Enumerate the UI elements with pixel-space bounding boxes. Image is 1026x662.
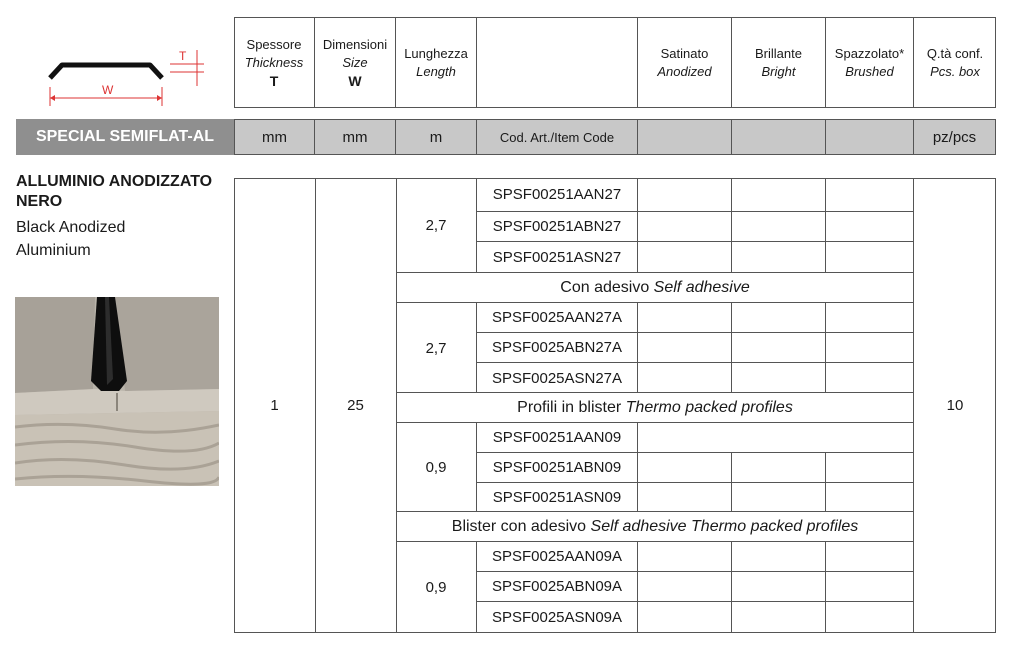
item-code: SPSF0025ASN27A bbox=[477, 363, 638, 393]
item-code: SPSF00251ASN09 bbox=[477, 483, 638, 512]
group-length: 0,9 bbox=[396, 423, 477, 512]
header-code-blank bbox=[477, 17, 638, 108]
value-qty: 10 bbox=[946, 397, 964, 414]
spazzolato-cell bbox=[826, 453, 914, 483]
brillante-cell bbox=[732, 483, 826, 512]
separator-row: Con adesivo Self adhesive bbox=[396, 273, 914, 303]
unit-spazzolato bbox=[826, 119, 914, 155]
finish-cell bbox=[638, 423, 914, 453]
brillante-cell bbox=[732, 453, 826, 483]
separator-row: Profili in blister Thermo packed profiles bbox=[396, 393, 914, 423]
product-photo bbox=[15, 297, 219, 486]
unit-size: mm bbox=[315, 119, 396, 155]
header-brillante: Brillante Bright bbox=[732, 17, 826, 108]
unit-length: m bbox=[396, 119, 477, 155]
header-spazzolato: Spazzolato* Brushed bbox=[826, 17, 914, 108]
item-code: SPSF0025AAN09A bbox=[477, 542, 638, 572]
group-length: 2,7 bbox=[396, 303, 477, 393]
spazzolato-cell bbox=[826, 333, 914, 363]
unit-thickness: mm bbox=[234, 119, 315, 155]
brillante-cell bbox=[732, 178, 826, 212]
item-code: SPSF0025ASN09A bbox=[477, 602, 638, 633]
item-code: SPSF00251ABN27 bbox=[477, 212, 638, 242]
spazzolato-cell bbox=[826, 303, 914, 333]
brillante-cell bbox=[732, 242, 826, 273]
spazzolato-cell bbox=[826, 542, 914, 572]
spazzolato-cell bbox=[826, 178, 914, 212]
item-code: SPSF00251AAN09 bbox=[477, 423, 638, 453]
satinato-cell bbox=[638, 572, 732, 602]
brillante-cell bbox=[732, 542, 826, 572]
brillante-cell bbox=[732, 303, 826, 333]
satinato-cell bbox=[638, 333, 732, 363]
brillante-cell bbox=[732, 572, 826, 602]
w-label: W bbox=[102, 83, 114, 97]
item-code: SPSF00251ABN09 bbox=[477, 453, 638, 483]
satinato-cell bbox=[638, 453, 732, 483]
header-satinato: Satinato Anodized bbox=[638, 17, 732, 108]
product-name-it: ALLUMINIO ANODIZZATO NERO bbox=[16, 173, 213, 210]
satinato-cell bbox=[638, 303, 732, 333]
brillante-cell bbox=[732, 363, 826, 393]
value-size: 25 bbox=[347, 397, 364, 414]
t-label: T bbox=[179, 49, 187, 63]
brillante-cell bbox=[732, 212, 826, 242]
header-qty: Q.tà conf. Pcs. box bbox=[926, 45, 984, 79]
item-code: SPSF00251AAN27 bbox=[477, 178, 638, 212]
satinato-cell bbox=[638, 542, 732, 572]
header-length: Lunghezza Length bbox=[396, 17, 477, 108]
satinato-cell bbox=[638, 363, 732, 393]
satinato-cell bbox=[638, 242, 732, 273]
satinato-cell bbox=[638, 178, 732, 212]
separator-row: Blister con adesivo Self adhesive Thermo packed profiles bbox=[396, 512, 914, 542]
item-code: SPSF0025ABN09A bbox=[477, 572, 638, 602]
item-code: SPSF0025ABN27A bbox=[477, 333, 638, 363]
group-length: 2,7 bbox=[396, 178, 477, 273]
brillante-cell bbox=[732, 333, 826, 363]
brillante-cell bbox=[732, 602, 826, 633]
item-code: SPSF00251ASN27 bbox=[477, 242, 638, 273]
spazzolato-cell bbox=[826, 212, 914, 242]
spazzolato-cell bbox=[826, 572, 914, 602]
satinato-cell bbox=[638, 483, 732, 512]
header-size: Dimensioni Size W bbox=[315, 17, 396, 108]
product-banner: SPECIAL SEMIFLAT-AL bbox=[16, 119, 234, 155]
group-length: 0,9 bbox=[396, 542, 477, 633]
satinato-cell bbox=[638, 602, 732, 633]
product-name-en: Black Anodized Aluminium bbox=[16, 219, 126, 259]
value-thickness: 1 bbox=[270, 397, 279, 414]
unit-code: Cod. Art./Item Code bbox=[477, 119, 638, 155]
satinato-cell bbox=[638, 212, 732, 242]
unit-satinato bbox=[638, 119, 732, 155]
unit-brillante bbox=[732, 119, 826, 155]
unit-qty: pz/pcs bbox=[914, 119, 996, 155]
item-code: SPSF0025AAN27A bbox=[477, 303, 638, 333]
profile-diagram bbox=[40, 40, 220, 110]
header-thickness: Spessore Thickness T bbox=[234, 17, 315, 108]
